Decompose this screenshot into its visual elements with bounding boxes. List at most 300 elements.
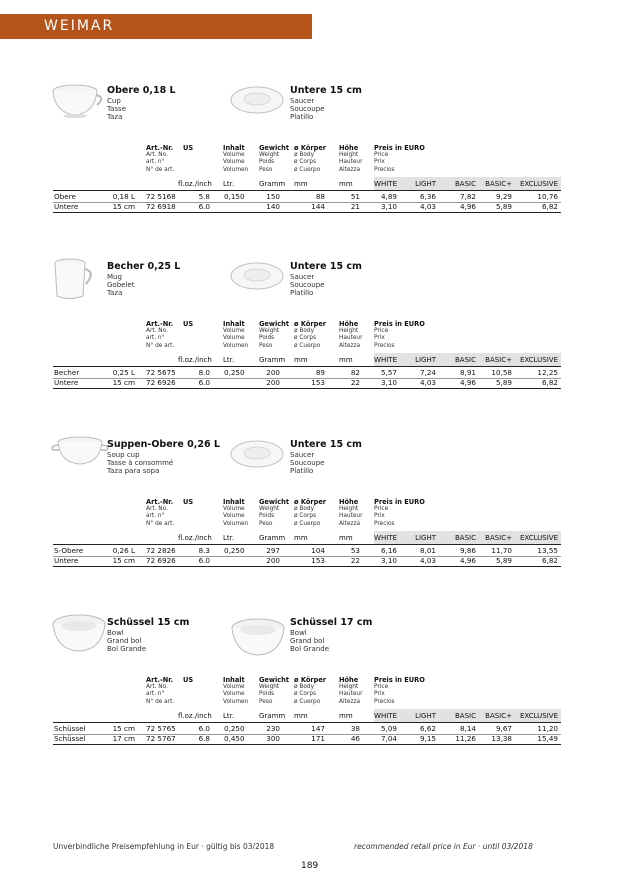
row-us: 6.0	[198, 724, 210, 733]
header-line: Höhe	[339, 498, 359, 506]
header-line: Peso	[259, 166, 273, 173]
row-koerper: 89	[315, 368, 325, 377]
row-hoehe: 38	[350, 724, 360, 733]
column-header-preis	[374, 677, 425, 706]
product-name-line: Tasse à consommé	[107, 459, 174, 467]
row-hoehe: 82	[350, 368, 360, 377]
row-price: 4,03	[419, 556, 436, 565]
header-line: Precios	[374, 520, 395, 527]
header-divider	[53, 190, 561, 191]
unit-us: fl.oz./inch	[178, 180, 212, 188]
row-price: 6,82	[541, 378, 558, 387]
product-name-line: Platillo	[290, 467, 314, 475]
column-header-gewicht	[259, 321, 289, 350]
row-size: 15 cm	[112, 202, 135, 211]
product-name-line: Taza	[107, 113, 123, 121]
header-line: Weight	[259, 684, 280, 691]
header-line: Weight	[259, 506, 280, 513]
header-line: Preis in EURO	[374, 144, 425, 152]
row-size: 15 cm	[112, 724, 135, 733]
column-header-inhalt	[223, 499, 248, 528]
header-line: Inhalt	[223, 498, 245, 506]
column-header-koerper	[294, 677, 326, 706]
header-line: ø Körper	[294, 144, 327, 152]
row-us: 6.8	[198, 734, 210, 743]
saucer-icon	[229, 84, 285, 120]
row-divider	[53, 566, 561, 567]
row-price: 9,67	[495, 724, 512, 733]
row-price: 15,49	[537, 734, 558, 743]
header-line: Price	[374, 506, 389, 513]
column-header-preis	[374, 145, 425, 174]
header-line: ø Körper	[294, 320, 327, 328]
header-line: Hauteur	[339, 159, 363, 166]
header-line: Peso	[259, 342, 273, 349]
header-line: Preis in EURO	[374, 676, 425, 684]
header-line: Prix	[374, 691, 385, 698]
row-name: Untere	[54, 202, 79, 211]
header-line: Peso	[259, 698, 273, 705]
header-line: Volumen	[223, 520, 249, 527]
row-price: 11,70	[491, 546, 512, 555]
header-line: ø Body	[294, 152, 315, 159]
product-name-line: Tasse	[107, 105, 127, 113]
header-line: Preis in EURO	[374, 320, 425, 328]
row-inhalt: 0,250	[224, 368, 245, 377]
product-description	[107, 619, 189, 653]
header-line: Precios	[374, 166, 395, 173]
row-inhalt: 0,250	[224, 724, 245, 733]
row-price: 5,89	[495, 202, 512, 211]
column-header-us: US	[183, 676, 194, 684]
column-header-hoehe	[339, 677, 362, 706]
unit-hoehe: mm	[339, 534, 353, 542]
header-line: ø Corps	[294, 335, 317, 342]
header-line: ø Körper	[294, 676, 327, 684]
table-row	[0, 734, 621, 744]
header-line: Volume	[223, 335, 245, 342]
header-line: Volumen	[223, 698, 249, 705]
header-line: art. n°	[146, 159, 165, 166]
header-line: N° de art.	[146, 698, 175, 705]
header-line: Art. No.	[146, 506, 168, 513]
price-level-2: BASIC	[455, 356, 476, 364]
row-price: 6,16	[380, 546, 397, 555]
header-line: Preis in EURO	[374, 498, 425, 506]
row-us: 5.8	[198, 192, 210, 201]
row-price: 3,10	[380, 378, 397, 387]
unit-koerper: mm	[294, 356, 308, 364]
row-us: 8.0	[198, 368, 210, 377]
unit-hoehe: mm	[339, 180, 353, 188]
price-level-0: WHITE	[374, 712, 397, 720]
header-line: ø Corps	[294, 691, 317, 698]
row-inhalt: 0,450	[224, 734, 245, 743]
column-header-koerper	[294, 145, 326, 174]
table-row	[0, 368, 621, 378]
row-koerper: 153	[311, 556, 325, 565]
price-level-2: BASIC	[455, 712, 476, 720]
row-art-no: 72 5767	[146, 734, 176, 743]
row-name: Schüssel	[54, 724, 86, 733]
header-line: ø Cuerpo	[294, 166, 321, 173]
column-header-art	[146, 321, 174, 350]
price-level-1: LIGHT	[415, 180, 436, 188]
row-price: 3,10	[380, 202, 397, 211]
row-gewicht: 200	[266, 556, 280, 565]
unit-inhalt: Ltr.	[223, 356, 235, 364]
table-row	[0, 192, 621, 202]
header-line: Volume	[223, 691, 245, 698]
row-hoehe: 46	[350, 734, 360, 743]
header-line: Art.-Nr.	[146, 144, 174, 152]
row-hoehe: 22	[350, 378, 360, 387]
header-line: N° de art.	[146, 520, 175, 527]
row-gewicht: 297	[266, 546, 280, 555]
bowl-icon	[50, 612, 108, 658]
product-name-line: Bowl	[290, 629, 307, 637]
price-level-3: BASIC+	[485, 534, 512, 542]
row-price: 10,58	[491, 368, 512, 377]
product-section	[0, 434, 621, 604]
header-line: Volume	[223, 152, 245, 159]
column-header-preis	[374, 499, 425, 528]
row-price: 4,96	[459, 556, 476, 565]
row-us: 8.3	[198, 546, 210, 555]
column-header-inhalt	[223, 321, 248, 350]
column-header-us: US	[183, 498, 194, 506]
column-header-koerper	[294, 499, 326, 528]
header-line: Art.-Nr.	[146, 320, 174, 328]
header-line: Art. No.	[146, 152, 168, 159]
row-price: 12,25	[537, 368, 558, 377]
header-line: Volume	[223, 513, 245, 520]
row-koerper: 153	[311, 378, 325, 387]
table-row	[0, 202, 621, 212]
row-price: 4,89	[380, 192, 397, 201]
row-price: 5,09	[380, 724, 397, 733]
header-line: Höhe	[339, 320, 359, 328]
product-name-line: Bol Grande	[290, 645, 330, 653]
header-line: Weight	[259, 328, 280, 335]
row-art-no: 72 6926	[146, 556, 176, 565]
header-line: art. n°	[146, 335, 165, 342]
product-title: Obere 0,18 L	[107, 85, 176, 96]
price-level-1: LIGHT	[415, 356, 436, 364]
header-line: Prix	[374, 335, 385, 342]
header-line: ø Body	[294, 506, 315, 513]
product-title: Untere 15 cm	[290, 439, 362, 450]
header-line: Price	[374, 328, 389, 335]
price-level-4: EXCLUSIVE	[520, 180, 558, 188]
header-line: Precios	[374, 698, 395, 705]
column-header-art	[146, 499, 174, 528]
header-line: Height	[339, 684, 359, 691]
row-price: 9,29	[495, 192, 512, 201]
row-divider	[53, 388, 561, 389]
row-price: 4,03	[419, 202, 436, 211]
row-size: 15 cm	[112, 556, 135, 565]
footer-note-en: recommended retail price in Eur · until 03/2018	[354, 842, 533, 851]
row-size: 17 cm	[112, 734, 135, 743]
header-line: Poids	[259, 335, 275, 342]
row-price: 5,57	[380, 368, 397, 377]
header-line: Height	[339, 328, 359, 335]
row-koerper: 88	[315, 192, 325, 201]
header-line: Altezza	[339, 520, 361, 527]
page-number: 189	[301, 861, 319, 871]
row-price: 7,04	[380, 734, 397, 743]
column-header-inhalt	[223, 677, 248, 706]
column-header-inhalt	[223, 145, 248, 174]
row-hoehe: 53	[350, 546, 360, 555]
header-line: Height	[339, 152, 359, 159]
row-name: Untere	[54, 556, 79, 565]
unit-koerper: mm	[294, 712, 308, 720]
row-price: 6,82	[541, 202, 558, 211]
price-level-0: WHITE	[374, 534, 397, 542]
row-us: 6.0	[198, 202, 210, 211]
header-line: Price	[374, 684, 389, 691]
product-description	[290, 441, 362, 475]
price-level-0: WHITE	[374, 356, 397, 364]
header-line: Hauteur	[339, 691, 363, 698]
header-line: Höhe	[339, 144, 359, 152]
product-name-line: Platillo	[290, 113, 314, 121]
header-line: N° de art.	[146, 342, 175, 349]
header-line: Altezza	[339, 166, 361, 173]
header-line: ø Corps	[294, 159, 317, 166]
row-art-no: 72 6918	[146, 202, 176, 211]
row-size: 0,25 L	[112, 368, 135, 377]
soup-cup-icon	[50, 434, 110, 472]
product-name-line: Soucoupe	[290, 459, 325, 467]
product-description	[107, 263, 180, 297]
row-price: 8,14	[459, 724, 476, 733]
product-name-line: Grand bol	[290, 637, 325, 645]
product-title: Schüssel 17 cm	[290, 617, 373, 628]
price-level-0: WHITE	[374, 180, 397, 188]
header-line: Gewicht	[259, 498, 289, 506]
header-line: Poids	[259, 691, 275, 698]
header-line: ø Corps	[294, 513, 317, 520]
footer-note-de: Unverbindliche Preisempfehlung in Eur · gültig bis 03/2018	[53, 842, 275, 851]
row-price: 13,38	[491, 734, 512, 743]
row-hoehe: 21	[350, 202, 360, 211]
header-line: Hauteur	[339, 335, 363, 342]
header-line: Poids	[259, 159, 275, 166]
unit-us: fl.oz./inch	[178, 712, 212, 720]
row-size: 15 cm	[112, 378, 135, 387]
price-level-2: BASIC	[455, 180, 476, 188]
column-header-gewicht	[259, 499, 289, 528]
product-description	[290, 87, 362, 121]
unit-us: fl.oz./inch	[178, 356, 212, 364]
header-line: Altezza	[339, 698, 361, 705]
header-line: Gewicht	[259, 144, 289, 152]
header-line: Art. No.	[146, 328, 168, 335]
column-header-hoehe	[339, 145, 362, 174]
product-name-line: Bol Grande	[107, 645, 147, 653]
table-row	[0, 546, 621, 556]
row-art-no: 72 2826	[146, 546, 176, 555]
price-level-3: BASIC+	[485, 356, 512, 364]
row-price: 4,03	[419, 378, 436, 387]
unit-gewicht: Gramm	[259, 712, 286, 720]
row-price: 4,96	[459, 378, 476, 387]
column-header-gewicht	[259, 677, 289, 706]
price-level-3: BASIC+	[485, 712, 512, 720]
row-hoehe: 51	[350, 192, 360, 201]
product-description	[107, 87, 176, 121]
header-line: ø Cuerpo	[294, 520, 321, 527]
column-header-art	[146, 145, 174, 174]
unit-hoehe: mm	[339, 712, 353, 720]
header-line: Gewicht	[259, 320, 289, 328]
header-line: Art. No.	[146, 684, 168, 691]
product-title: Schüssel 15 cm	[107, 617, 190, 628]
bowl-icon	[229, 616, 287, 662]
header-divider	[53, 366, 561, 367]
row-name: Obere	[54, 192, 76, 201]
header-line: Art.-Nr.	[146, 676, 174, 684]
table-row	[0, 724, 621, 734]
header-line: Volume	[223, 684, 245, 691]
row-gewicht: 200	[266, 368, 280, 377]
unit-gewicht: Gramm	[259, 534, 286, 542]
unit-inhalt: Ltr.	[223, 180, 235, 188]
product-title: Becher 0,25 L	[107, 261, 181, 272]
header-line: Gewicht	[259, 676, 289, 684]
row-price: 5,89	[495, 556, 512, 565]
column-header-us: US	[183, 320, 194, 328]
row-price: 13,55	[537, 546, 558, 555]
product-name-line: Bowl	[107, 629, 124, 637]
header-line: Volumen	[223, 342, 249, 349]
row-price: 8,01	[419, 546, 436, 555]
product-description	[290, 263, 362, 297]
header-line: ø Body	[294, 684, 315, 691]
row-gewicht: 300	[266, 734, 280, 743]
price-level-3: BASIC+	[485, 180, 512, 188]
header-line: Art.-Nr.	[146, 498, 174, 506]
row-art-no: 72 6926	[146, 378, 176, 387]
row-divider	[53, 212, 561, 213]
unit-koerper: mm	[294, 180, 308, 188]
header-line: Inhalt	[223, 320, 245, 328]
row-koerper: 104	[311, 546, 325, 555]
header-line: Poids	[259, 513, 275, 520]
header-line: Prix	[374, 159, 385, 166]
unit-us: fl.oz./inch	[178, 534, 212, 542]
row-hoehe: 22	[350, 556, 360, 565]
product-section	[0, 80, 621, 250]
mug-icon	[50, 256, 96, 306]
row-divider	[53, 744, 561, 745]
row-size: 0,26 L	[112, 546, 135, 555]
header-line: Altezza	[339, 342, 361, 349]
header-line: Hauteur	[339, 513, 363, 520]
row-koerper: 171	[311, 734, 325, 743]
saucer-icon	[229, 260, 285, 296]
row-name: Becher	[54, 368, 80, 377]
header-line: ø Körper	[294, 498, 327, 506]
column-header-hoehe	[339, 499, 362, 528]
row-price: 9,15	[419, 734, 436, 743]
unit-inhalt: Ltr.	[223, 534, 235, 542]
column-header-preis	[374, 321, 425, 350]
header-line: Volume	[223, 328, 245, 335]
row-inhalt: 0,150	[224, 192, 245, 201]
product-name-line: Saucer	[290, 451, 315, 459]
product-section	[0, 612, 621, 782]
unit-koerper: mm	[294, 534, 308, 542]
row-price: 4,96	[459, 202, 476, 211]
table-row	[0, 378, 621, 388]
row-inhalt: 0,250	[224, 546, 245, 555]
header-line: Volume	[223, 159, 245, 166]
row-name: Untere	[54, 378, 79, 387]
row-price: 6,62	[419, 724, 436, 733]
row-size: 0,18 L	[112, 192, 135, 201]
row-name: Schüssel	[54, 734, 86, 743]
price-level-4: EXCLUSIVE	[520, 534, 558, 542]
product-name-line: Soup cup	[107, 451, 140, 459]
unit-hoehe: mm	[339, 356, 353, 364]
unit-inhalt: Ltr.	[223, 712, 235, 720]
table-row	[0, 556, 621, 566]
column-header-koerper	[294, 321, 326, 350]
product-title: Untere 15 cm	[290, 85, 362, 96]
row-art-no: 72 5675	[146, 368, 176, 377]
header-line: Inhalt	[223, 676, 245, 684]
header-line: Volumen	[223, 166, 249, 173]
row-price: 5,89	[495, 378, 512, 387]
row-price: 8,91	[459, 368, 476, 377]
section-banner	[0, 14, 312, 39]
row-price: 3,10	[380, 556, 397, 565]
header-line: Weight	[259, 152, 280, 159]
header-line: Height	[339, 506, 359, 513]
row-us: 6.0	[198, 378, 210, 387]
product-description	[107, 441, 220, 475]
row-price: 10,76	[537, 192, 558, 201]
header-line: Price	[374, 152, 389, 159]
row-koerper: 147	[311, 724, 325, 733]
row-gewicht: 150	[266, 192, 280, 201]
price-level-1: LIGHT	[415, 712, 436, 720]
price-level-4: EXCLUSIVE	[520, 356, 558, 364]
banner-title: WEIMAR	[44, 18, 115, 34]
price-level-4: EXCLUSIVE	[520, 712, 558, 720]
header-line: ø Cuerpo	[294, 342, 321, 349]
product-name-line: Saucer	[290, 97, 315, 105]
saucer-icon	[229, 438, 285, 474]
cup-icon	[50, 80, 106, 124]
row-us: 6.0	[198, 556, 210, 565]
header-divider	[53, 544, 561, 545]
row-art-no: 72 5765	[146, 724, 176, 733]
row-gewicht: 140	[266, 202, 280, 211]
header-line: Höhe	[339, 676, 359, 684]
product-description	[290, 619, 372, 653]
row-name: S-Obere	[54, 546, 84, 555]
header-line: N° de art.	[146, 166, 175, 173]
header-line: Volume	[223, 506, 245, 513]
product-name-line: Gobelet	[107, 281, 135, 289]
header-line: Precios	[374, 342, 395, 349]
product-title: Suppen-Obere 0,26 L	[107, 439, 220, 450]
